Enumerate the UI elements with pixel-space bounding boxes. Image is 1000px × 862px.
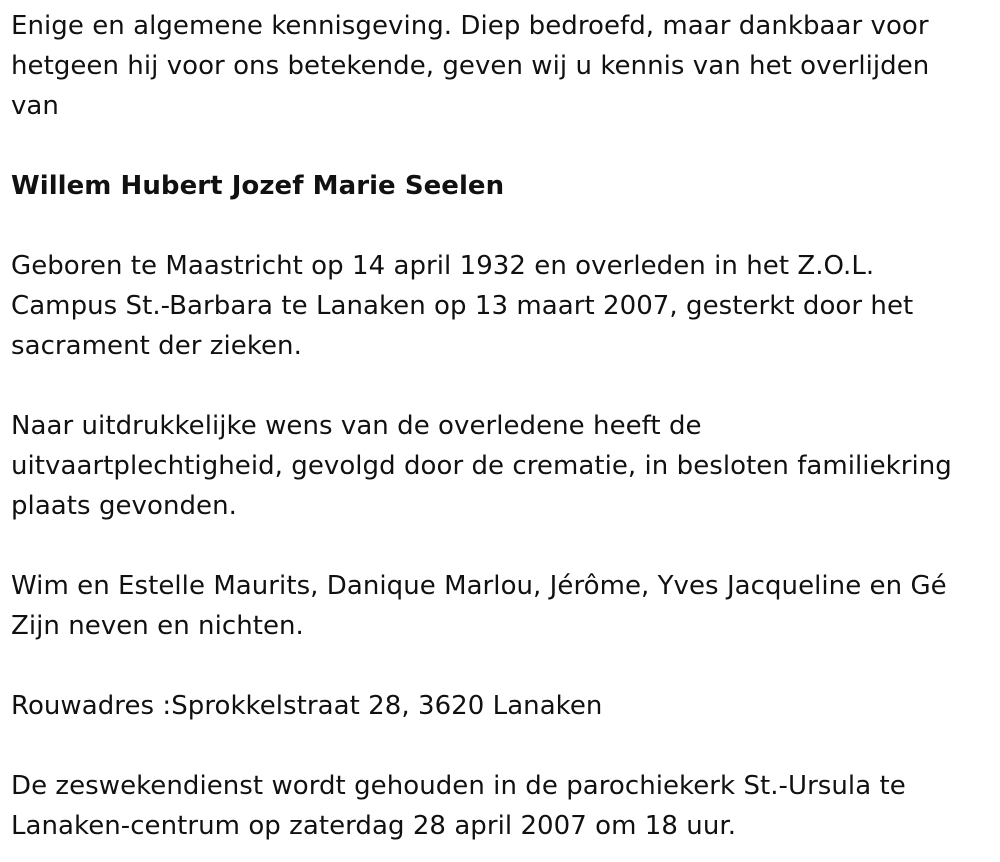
- intro-paragraph: Enige en algemene kennisgeving. Diep bedroefd, maar dankbaar voor hetgeen hij voor ons betekende, geven wij u kennis van het overlijden van: [11, 11, 930, 121]
- death-notice: [11, 6, 986, 846]
- address-paragraph: Rouwadres :Sprokkelstraat 28, 3620 Lanaken: [11, 691, 603, 721]
- family-paragraph: Wim en Estelle Maurits, Danique Marlou, Jérôme, Yves Jacqueline en Gé Zijn neven en nichten.: [11, 571, 947, 641]
- birth-death-paragraph: Geboren te Maastricht op 14 april 1932 en overleden in het Z.O.L. Campus St.-Barbara te Lanaken op 13 maart 2007, gesterkt door het sacrament der zieken.: [11, 251, 914, 361]
- deceased-name: Willem Hubert Jozef Marie Seelen: [11, 171, 505, 201]
- service-paragraph: De zeswekendienst wordt gehouden in de parochiekerk St.-Ursula te Lanaken-centrum op zaterdag 28 april 2007 om 18 uur.: [11, 771, 906, 841]
- funeral-paragraph: Naar uitdrukkelijke wens van de overledene heeft de uitvaartplechtigheid, gevolgd door de crematie, in besloten familiekring plaats gevonden.: [11, 411, 952, 521]
